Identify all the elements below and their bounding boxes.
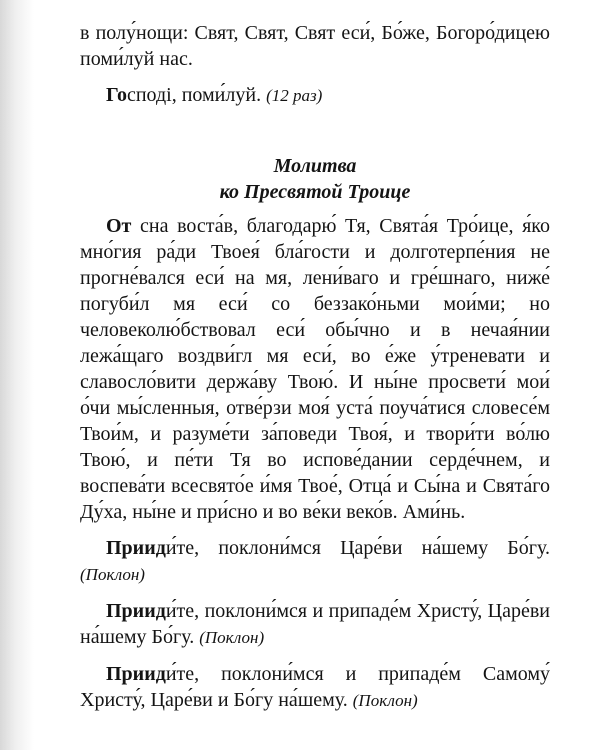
- prayer-capital: От: [106, 215, 132, 237]
- prayer-text: сна воста́в, благодарю́ Тя, Свята́я Тро́ице, я́ко мно́гия ра́ди Твоея́ бла́гости и долготерпе́ния не прогне́вался еси́ на мя, лени́ваго и гре́шнаго, ниже́ погуби́л мя еси́ со беззако́ньми мои́ми; но человеколю́бствовал еси́ обы́чно и в нечая́нии лежа́щаго воздви́гл мя еси́, во е́же у́треневати и славосло́вити держа́ву Твою́. И ны́не просвети́ мои́ о́чи мы́сленныя, отве́рзи моя́ уста́ поуча́тися словесе́м Твои́м, и разуме́ти за́поведи Твоя́, и твори́ти во́лю Твою́, и пе́ти Тя во испове́дании серде́чнем, и воспева́ти всесвято́е и́мя Твое́, Отца́ и Сы́на и Свята́го Ду́ха, ны́не и при́сно и во ве́ки веко́в. Ами́нь.: [80, 215, 550, 523]
- worship-verse-1-text: и́те, поклони́мся Царе́ви на́шему Бо́гу.: [165, 537, 550, 559]
- prayer-body: [80, 213, 550, 525]
- page-gutter-shadow: [0, 0, 34, 750]
- prayer-title: [80, 153, 550, 205]
- lord-have-mercy-capital: Го: [106, 84, 127, 106]
- worship-verse-2-rubric: (Поклон): [199, 628, 265, 647]
- worship-verse-1: [80, 535, 550, 588]
- preceding-text-content: в полу́нощи: Свят, Свят, Свят еси́, Бо́же, Богоро́дицею поми́луй нас.: [80, 22, 550, 70]
- worship-verse-2: [80, 598, 550, 651]
- worship-verse-1-capital: Приид: [106, 537, 166, 559]
- worship-verse-2-text: и́те, поклони́мся и припаде́м Христу́, Царе́ви на́шему Бо́гу.: [80, 600, 550, 648]
- prayer-title-line-1: Молитва: [273, 155, 357, 177]
- worship-verse-1-rubric: (Поклон): [80, 565, 145, 584]
- preceding-text: [80, 20, 550, 72]
- worship-verse-3-rubric: (Поклон): [352, 691, 418, 710]
- worship-verse-3-text: и́те, поклони́мся и припаде́м Самому́ Христу́, Царе́ви и Бо́гу на́шему.: [80, 663, 550, 711]
- lord-have-mercy-line: [80, 82, 550, 109]
- worship-verse-3: [80, 661, 550, 714]
- prayer-title-line-2: ко Пресвятой Троице: [219, 181, 411, 203]
- worship-verse-2-capital: Приид: [106, 600, 166, 622]
- lord-have-mercy-text: сподi, поми́луй.: [126, 84, 262, 106]
- worship-verse-3-capital: Приид: [106, 663, 166, 685]
- lord-have-mercy-rubric: (12 раз): [266, 86, 323, 105]
